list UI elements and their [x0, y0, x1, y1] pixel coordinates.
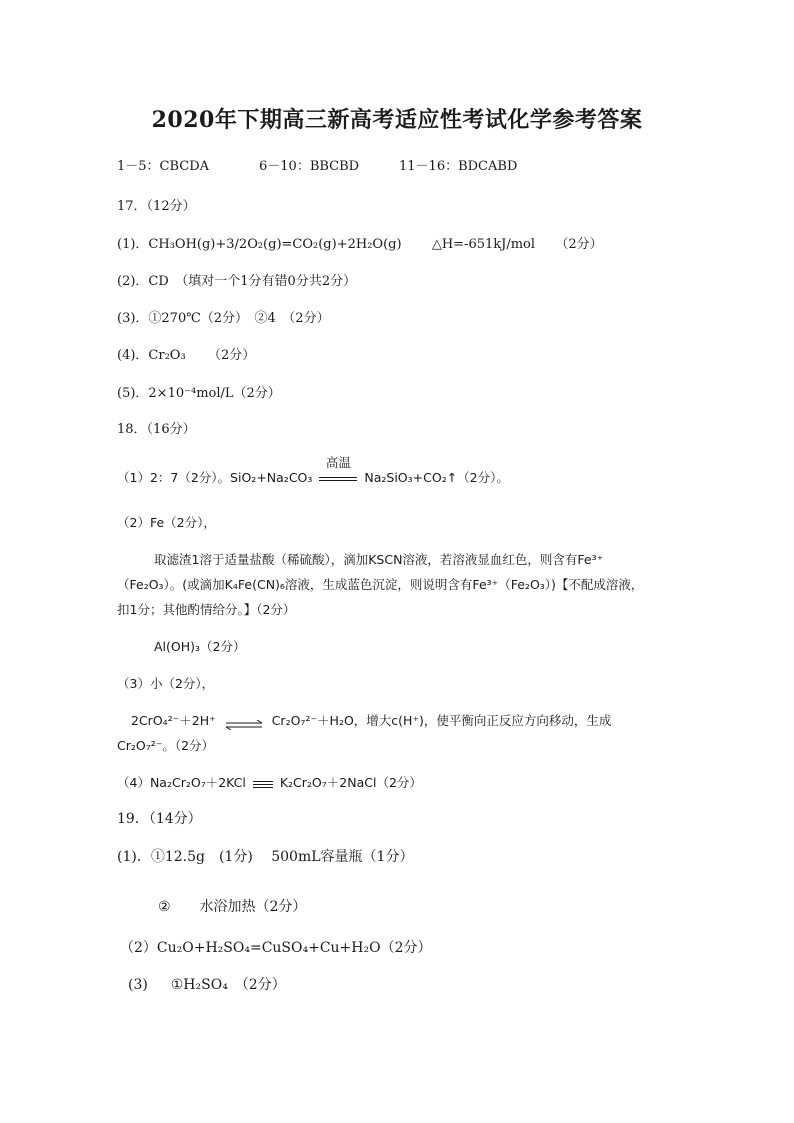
- q17-part4-answer: Cr₂O₃: [148, 348, 186, 363]
- q18-part3: （3）小（2分），: [117, 676, 215, 691]
- q18-heading: 18．（16分）: [117, 422, 196, 437]
- mc-answers-11-16: 11－16：BDCABD: [399, 159, 518, 174]
- q19-part1-b-text: 水浴加热（2分）: [199, 899, 307, 915]
- double-line-equals: [319, 475, 357, 483]
- triple-equals-icon: [253, 780, 273, 788]
- q18-part4-left: （4）Na₂Cr₂O₇＋2KCl: [117, 775, 246, 790]
- q18-part2: （2）Fe（2分），: [117, 515, 216, 530]
- q17-part5: (5)．2×10⁻⁴mol/L（2分）: [117, 386, 281, 401]
- q18-part3-left: 2CrO₄²⁻＋2H⁺: [131, 713, 216, 728]
- q18-part2-aloh: Al(OH)₃（2分）: [154, 639, 246, 654]
- q18-part2-text-1: 取滤渣1溶于适量盐酸（稀硫酸），滴加KSCN溶液，若溶液显血红色，则含有Fe³⁺: [154, 552, 604, 567]
- q19-part1: (1)．①12.5g (1分) 500mL容量瓶（1分）: [117, 849, 414, 865]
- q17-part1-equation: CH₃OH(g)+3/2O₂(g)=CO₂(g)+2H₂O(g): [148, 237, 402, 252]
- q19-part1-b-label: ②: [158, 899, 171, 915]
- q17-part1-score: （2分）: [555, 237, 603, 252]
- q19-part3-text: ①H₂SO₄ （2分）: [170, 977, 286, 993]
- mc-answers-6-10: 6－10：BBCBD: [259, 159, 360, 174]
- q17-part1-enthalpy: △H=-651kJ/mol: [431, 237, 536, 252]
- q18-part3-equation: [131, 712, 611, 730]
- q19-part2: （2）Cu₂O+H₂SO₄=CuSO₄+Cu+H₂O（2分）: [120, 940, 432, 956]
- q18-part4-right: K₂Cr₂O₇＋2NaCl（2分）: [279, 775, 422, 790]
- q18-part4: [117, 774, 422, 792]
- high-temp-condition: [316, 455, 360, 487]
- q17-part4-score: （2分）: [207, 348, 256, 363]
- q19-part1-b: [158, 898, 306, 916]
- q18-part1-suffix: Na₂SiO₃+CO₂↑（2分）。: [364, 470, 509, 485]
- q19-part3-label: (3): [128, 977, 148, 993]
- q17-part4: [117, 347, 255, 365]
- q18-part1-prefix: （1）2：7（2分）。SiO₂+Na₂CO₃: [117, 470, 313, 485]
- q18-part1: [117, 455, 509, 487]
- q17-part2: (2)．CD （填对一个1分有错0分共2分）: [117, 274, 357, 289]
- q18-part3-right: Cr₂O₇²⁻＋H₂O，增大c(H⁺)，使平衡向正反应方向移动，生成: [271, 713, 612, 728]
- reversible-arrow-icon: [224, 717, 264, 727]
- q19-heading: 19．（14分）: [117, 811, 202, 827]
- q18-part2-text-2: （Fe₂O₃）。(或滴加K₄Fe(CN)₆溶液，生成蓝色沉淀，则说明含有Fe³⁺（Fe₂O₃）)【不配成溶液，: [117, 577, 644, 592]
- q17-part1: [117, 236, 603, 254]
- q18-part3-cont: Cr₂O₇²⁻。（2分）: [117, 738, 215, 753]
- q17-part3: (3)．①270℃（2分） ②4 （2分）: [117, 311, 330, 326]
- mc-answers-1-5: 1－5：CBCDA: [117, 159, 210, 174]
- condition-label: 高温: [325, 455, 351, 470]
- q17-heading: 17．（12分）: [117, 199, 196, 214]
- q17-part4-label: (4)．: [117, 348, 149, 363]
- q19-part3: [128, 976, 286, 994]
- q17-part1-label: (1)．: [117, 237, 149, 252]
- q18-part2-text-3: 扣1分；其他酌情给分。】（2分）: [117, 602, 296, 617]
- page-title: 2020年下期高三新高考适应性考试化学参考答案: [151, 107, 643, 133]
